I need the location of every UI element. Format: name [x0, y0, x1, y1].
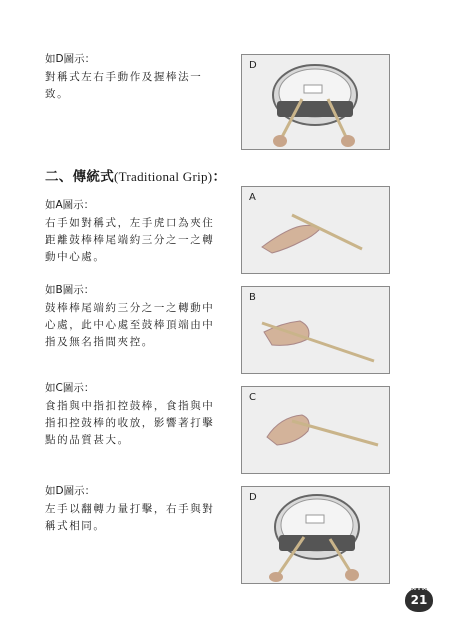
- photo-d-traditional: [241, 486, 390, 584]
- section-a-label: 如A圖示：: [45, 199, 95, 211]
- photo-label: D: [249, 60, 257, 71]
- section-c-body: 食指與中指扣控鼓棒，食指與中指扣控鼓棒的收放，影響著打擊點的品質甚大。: [45, 400, 215, 446]
- section-c-text: [45, 381, 225, 449]
- section-c-label: 如C圖示：: [45, 382, 95, 394]
- section-b-text: [45, 283, 225, 351]
- drum-sticks-illustration: [242, 487, 389, 583]
- section-1-label: 如D圖示：: [45, 53, 96, 65]
- photo-label: D: [249, 492, 257, 503]
- page-number-badge: [405, 588, 433, 612]
- page-number: 21: [410, 593, 428, 607]
- section-b-body: 鼓棒棒尾端約三分之一之轉動中心處，此中心處至鼓棒頂端由中指及無名指間夾控。: [45, 302, 215, 348]
- section-1-text: [45, 52, 225, 103]
- hand-grip-illustration: [242, 187, 389, 273]
- section-a-text: [45, 198, 225, 266]
- hand-grip-illustration: [242, 287, 389, 373]
- section-heading: [45, 165, 226, 185]
- photo-label: B: [249, 292, 256, 303]
- photo-label: C: [249, 392, 256, 403]
- heading-english: (Traditional Grip): [114, 169, 213, 184]
- photo-c-grip: [241, 386, 390, 474]
- section-d2-label: 如D圖示：: [45, 485, 96, 497]
- section-a-body: 右手如對稱式，左手虎口為夾住距離鼓棒棒尾端約三分之一之轉動中心處。: [45, 217, 215, 263]
- photo-d-symmetric: [241, 54, 390, 150]
- heading-prefix: 二、傳統式: [45, 169, 114, 185]
- hand-grip-illustration: [242, 387, 389, 473]
- section-1-body: 對稱式左右手動作及握棒法一致。: [45, 71, 203, 100]
- section-d2-text: [45, 484, 225, 535]
- section-b-label: 如B圖示：: [45, 284, 95, 296]
- photo-a-grip: [241, 186, 390, 274]
- photo-b-grip: [241, 286, 390, 374]
- section-d2-body: 左手以翻轉力量打擊，右手與對稱式相同。: [45, 503, 215, 532]
- drum-sticks-illustration: [242, 55, 389, 149]
- photo-label: A: [249, 192, 256, 203]
- heading-suffix: ：: [212, 169, 227, 185]
